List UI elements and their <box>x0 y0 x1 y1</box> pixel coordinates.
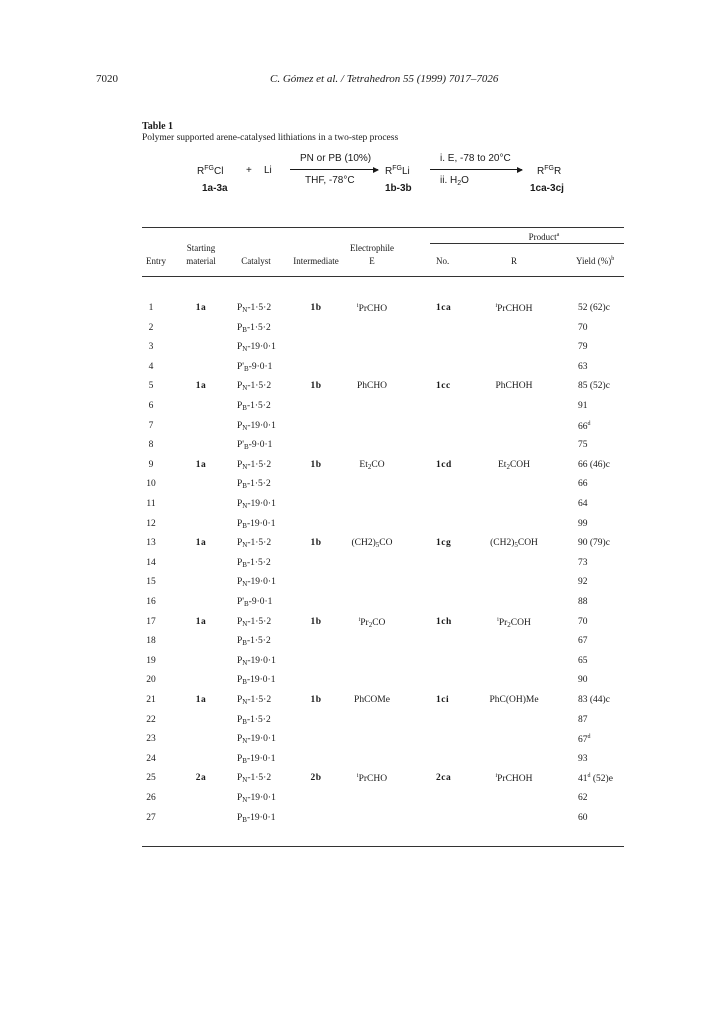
cell-electrophile: $^iPr_2CO$ <box>358 616 386 629</box>
cell-catalyst: $P_B-19\cdot 0\cdot 1$ <box>237 753 276 765</box>
scheme-arrow2-conditions-top: i. E, -78 to 20°C <box>440 153 511 164</box>
cell-product-r: $Et_2COH$ <box>497 459 531 471</box>
scheme-intermediate: $R^{FG}Li$ <box>385 165 410 177</box>
cell-yield: 67$^d$ <box>578 734 591 746</box>
header-product: Product$^a$ <box>528 232 560 242</box>
cell-catalyst: $P_N-19\cdot 0\cdot 1$ <box>237 734 276 746</box>
cell-yield: 65 <box>578 655 588 666</box>
cell-product-no: 1cc <box>436 381 451 392</box>
cell-catalyst: $P_B-1\cdot 5\cdot 2$ <box>237 479 271 491</box>
cell-entry: 10 <box>146 479 156 490</box>
cell-product-no: 1ca <box>436 303 452 313</box>
cell-yield: 91 <box>578 401 588 411</box>
header-product-r: R <box>510 256 518 266</box>
header-starting: Starting <box>186 243 216 253</box>
header-material: material <box>186 256 216 266</box>
header-product-no: No. <box>436 256 450 266</box>
header-yield: Yield (%)$^b$ <box>576 256 615 266</box>
cell-catalyst: $P_N-1\cdot 5\cdot 2$ <box>237 695 272 706</box>
cell-catalyst: $P_N-19\cdot 0\cdot 1$ <box>237 655 276 667</box>
cell-yield: 85 (52)c <box>578 381 610 392</box>
cell-yield: 99 <box>578 518 588 529</box>
cell-catalyst: $P_B-19\cdot 0\cdot 1$ <box>237 675 276 687</box>
cell-entry: 21 <box>146 695 156 705</box>
cell-entry: 17 <box>146 616 156 627</box>
cell-catalyst: $P_N-1\cdot 5\cdot 2$ <box>237 459 272 471</box>
page-number: 7020 <box>96 73 118 85</box>
table-bottom-rule <box>142 846 624 847</box>
cell-yield: 75 <box>578 440 588 451</box>
cell-yield: 90 (79)c <box>578 538 610 549</box>
scheme-lithium: Li <box>264 165 272 176</box>
cell-yield: 79 <box>578 342 588 353</box>
cell-intermediate: 1b <box>310 538 322 549</box>
cell-catalyst: $P_B-1\cdot 5\cdot 2$ <box>237 636 271 648</box>
header-intermediate: Intermediate <box>293 256 339 266</box>
cell-yield: 60 <box>578 812 588 823</box>
cell-yield: 41$^d$ (52)e <box>578 773 613 785</box>
cell-entry: 16 <box>146 597 156 607</box>
cell-entry: 5 <box>148 381 154 392</box>
cell-yield: 92 <box>578 577 588 588</box>
cell-yield: 62 <box>578 793 588 803</box>
cell-intermediate: 1b <box>310 616 322 627</box>
cell-catalyst: $P_N-1\cdot 5\cdot 2$ <box>237 538 272 550</box>
cell-entry: 18 <box>146 636 156 647</box>
cell-entry: 27 <box>146 812 156 823</box>
cell-starting-material: 1a <box>195 616 207 627</box>
cell-product-r: $^iPr_2COH$ <box>497 616 531 629</box>
cell-product-r: PhCHOH <box>495 381 533 392</box>
cell-yield: 52 (62)c <box>578 303 610 313</box>
table-top-rule <box>142 227 624 228</box>
table-caption: Polymer supported arene-catalysed lithiations in a two-step process <box>142 133 399 143</box>
scheme-reactant-code: 1a-3a <box>202 183 228 194</box>
cell-yield: 70 <box>578 322 588 333</box>
table-header-rule <box>142 276 624 277</box>
scheme-arrow1-conditions-top: PN or PB (10%) <box>300 153 372 164</box>
cell-catalyst: $P_N-1\cdot 5\cdot 2$ <box>237 381 272 393</box>
cell-product-r: PhC(OH)Me <box>489 695 539 705</box>
cell-electrophile: PhCHO <box>356 381 388 392</box>
scheme-plus: + <box>246 165 252 176</box>
cell-intermediate: 1b <box>310 459 322 470</box>
cell-entry: 24 <box>146 753 156 764</box>
product-group-rule <box>430 243 624 244</box>
cell-entry: 4 <box>148 361 154 372</box>
cell-intermediate: 1b <box>310 303 322 313</box>
cell-yield: 66 <box>578 479 588 490</box>
cell-entry: 12 <box>146 518 156 529</box>
scheme-arrow2-conditions-bottom: ii. $H_2O$ <box>440 175 469 187</box>
cell-yield: 87 <box>578 714 588 725</box>
cell-entry: 23 <box>146 734 156 745</box>
cell-catalyst: $P_N-1\cdot 5\cdot 2$ <box>237 616 272 628</box>
cell-yield: 93 <box>578 753 588 764</box>
cell-catalyst: $P_N-19\cdot 0\cdot 1$ <box>237 342 276 354</box>
scheme-arrow-2 <box>430 169 522 170</box>
cell-catalyst: $P_N-19\cdot 0\cdot 1$ <box>237 499 276 510</box>
scheme-arrow-1 <box>290 169 378 170</box>
cell-yield: 63 <box>578 361 588 372</box>
table-label: Table 1 <box>142 121 174 132</box>
cell-entry: 3 <box>148 342 154 353</box>
cell-starting-material: 1a <box>195 303 207 313</box>
cell-entry: 2 <box>148 322 154 333</box>
cell-starting-material: 1a <box>195 538 207 549</box>
header-electrophile-e: E <box>369 256 375 266</box>
cell-electrophile: $^i$PrCHO <box>356 303 388 314</box>
running-header: C. Gómez et al. / Tetrahedron 55 (1999) 7017–7026 <box>270 73 499 85</box>
cell-yield: 70 <box>578 616 588 627</box>
cell-product-no: 1cg <box>436 538 452 549</box>
cell-catalyst: $P_N-1\cdot 5\cdot 2$ <box>237 773 272 785</box>
cell-entry: 26 <box>146 793 156 803</box>
cell-yield: 83 (44)c <box>578 695 610 705</box>
cell-electrophile: PhCOMe <box>354 695 390 705</box>
reaction-scheme <box>142 150 624 210</box>
cell-starting-material: 2a <box>195 773 207 784</box>
cell-yield: 88 <box>578 597 588 607</box>
cell-entry: 14 <box>146 557 156 568</box>
cell-catalyst: $P_B-1\cdot 5\cdot 2$ <box>237 322 271 334</box>
cell-yield: 64 <box>578 499 588 509</box>
cell-yield: 66 (46)c <box>578 459 610 470</box>
cell-electrophile: $^i$PrCHO <box>356 773 388 785</box>
header-catalyst: Catalyst <box>241 256 271 266</box>
scheme-product-code: 1ca-3cj <box>530 183 564 194</box>
scheme-product: $R^{FG}R$ <box>537 165 562 177</box>
cell-catalyst: $P_B-1\cdot 5\cdot 2$ <box>237 714 271 726</box>
cell-catalyst: $P_N-1\cdot 5\cdot 2$ <box>237 303 272 314</box>
cell-product-r: $^i$PrCHOH <box>495 773 533 785</box>
cell-electrophile: $Et_2CO$ <box>359 459 385 471</box>
cell-catalyst: $P'_B-9\cdot 0\cdot 1$ <box>237 440 273 452</box>
cell-catalyst: $P_N-19\cdot 0\cdot 1$ <box>237 793 276 804</box>
cell-starting-material: 1a <box>195 381 207 392</box>
cell-intermediate: 2b <box>310 773 322 784</box>
scheme-intermediate-code: 1b-3b <box>385 183 412 194</box>
cell-intermediate: 1b <box>310 381 322 392</box>
cell-entry: 1 <box>148 303 154 313</box>
cell-entry: 19 <box>146 655 156 666</box>
cell-entry: 9 <box>148 459 154 470</box>
cell-entry: 20 <box>146 675 156 686</box>
cell-entry: 8 <box>148 440 154 451</box>
cell-catalyst: $P'_B-9\cdot 0\cdot 1$ <box>237 597 273 608</box>
cell-catalyst: $P_B-19\cdot 0\cdot 1$ <box>237 812 276 824</box>
cell-intermediate: 1b <box>310 695 322 705</box>
cell-catalyst: $P'_B-9\cdot 0\cdot 1$ <box>237 361 273 373</box>
cell-catalyst: $P_N-19\cdot 0\cdot 1$ <box>237 577 276 589</box>
cell-yield: 66$^d$ <box>578 420 591 432</box>
cell-entry: 7 <box>148 420 154 431</box>
cell-catalyst: $P_B-1\cdot 5\cdot 2$ <box>237 557 271 569</box>
cell-catalyst: $P_N-19\cdot 0\cdot 1$ <box>237 420 276 432</box>
cell-entry: 11 <box>146 499 156 509</box>
cell-product-no: 1ch <box>436 616 452 627</box>
cell-catalyst: $P_B-19\cdot 0\cdot 1$ <box>237 518 276 530</box>
header-electrophile: Electrophile <box>350 243 394 253</box>
cell-starting-material: 1a <box>195 459 207 470</box>
cell-product-no: 1ci <box>436 695 450 705</box>
cell-yield: 67 <box>578 636 588 647</box>
cell-entry: 25 <box>146 773 156 784</box>
cell-product-no: 1cd <box>436 459 452 470</box>
cell-entry: 6 <box>148 401 154 411</box>
cell-electrophile: $(CH2)_5CO$ <box>351 538 393 550</box>
cell-product-no: 2ca <box>436 773 452 784</box>
cell-yield: 90 <box>578 675 588 686</box>
scheme-reactant: $R^{FG}Cl$ <box>197 165 224 177</box>
cell-product-r: $^i$PrCHOH <box>495 303 533 314</box>
cell-yield: 73 <box>578 557 588 568</box>
cell-entry: 15 <box>146 577 156 588</box>
cell-starting-material: 1a <box>195 695 207 705</box>
cell-product-r: $(CH2)_5COH$ <box>490 538 538 550</box>
scheme-arrow1-conditions-bottom: THF, -78°C <box>305 175 355 186</box>
cell-entry: 13 <box>146 538 156 549</box>
header-entry: Entry <box>146 256 166 266</box>
cell-entry: 22 <box>146 714 156 725</box>
cell-catalyst: $P_B-1\cdot 5\cdot 2$ <box>237 401 271 412</box>
